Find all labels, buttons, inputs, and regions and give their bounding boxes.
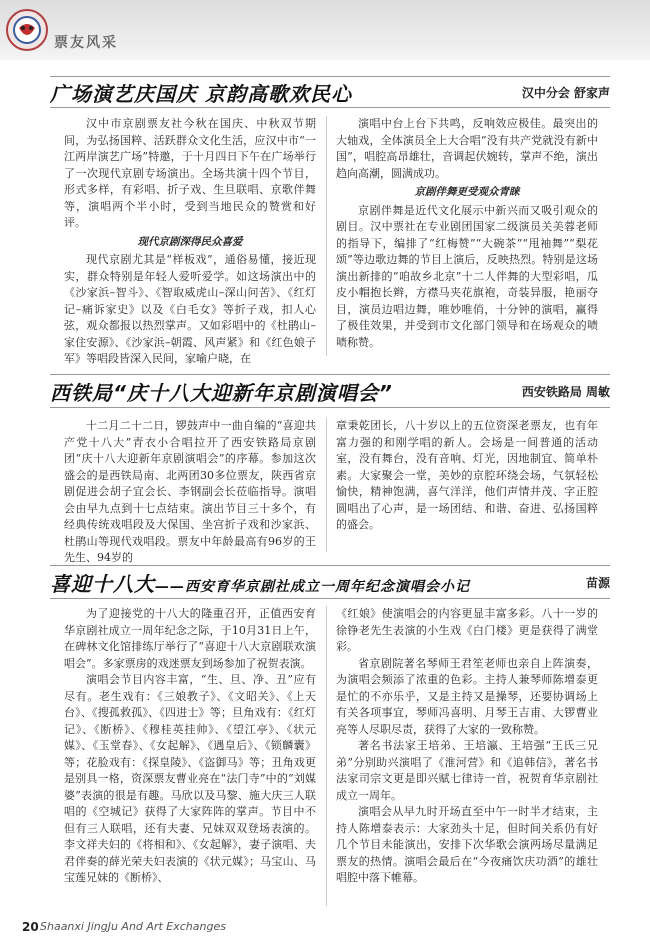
article3-left-column bbox=[64, 606, 316, 887]
article2-title-bar bbox=[50, 374, 610, 408]
article3-paragraph: 为了迎接党的十八大的隆重召开，正值西安育华京剧社成立一周年纪念之际，于10月31日上午，在碑林文化馆排练厅举行了“喜迎十八大京剧联欢演唱会”。多家票房的戏迷票友到场参加了祝贺表演。 bbox=[64, 607, 316, 670]
section-title: 票友风采 bbox=[54, 35, 118, 51]
journal-name: Shaanxi JingJu And Art Exchanges bbox=[40, 920, 226, 933]
article1-title: 广场演艺庆国庆 京韵高歌欢民心 bbox=[50, 81, 352, 106]
article2-right-column bbox=[336, 418, 598, 534]
article3-paragraph: 演唱会从早九时开场直至中午一时半才结束，主持人陈增泰表示：大家劲头十足，但时间关系仍有好几个节目未能演出，安排下次华歌会演两场尽量满足票友的热情。演唱会最后在“今夜痛饮庆功酒”的雄壮唱腔中落下帷幕。 bbox=[336, 805, 598, 884]
article1-subheading: 京剧伴舞更受观众青睐 bbox=[414, 186, 520, 198]
article3-byline: 苗源 bbox=[585, 575, 610, 590]
article3-title-sub: ——西安育华京剧社成立一周年纪念演唱会小记 bbox=[155, 578, 470, 595]
article3-title-bar bbox=[50, 565, 610, 599]
article1-title-bar bbox=[50, 76, 610, 108]
article3-paragraph: 演唱会节目内容丰富，“生、旦、净、丑”应有尽有。老生戏有：《三娘教子》、《文昭关》、《上天台》、《搜孤救孤》、《四进士》等；旦角戏有：《红灯记》、《断桥》、《穆桂英挂帅》、《望江亭》、《状元媒》、《玉堂春》、《女起解》、《遇皇后》、《锁麟囊》等；花脸戏有：《探皇陵》、《盗御马》等；丑角戏更是别具一格，资深票友曹业亮在“法门寺”中的“刘媒婆”表演的很是有趣。马欣以及马黎、施大庆三人联唱的《空城记》获得了大家阵阵的掌声。节目中不但有三人联唱，还有夫妻、兄妹双双登场表演的。李文祥夫妇的《将相和》、《女起解》，妻子演唱、夫君伴奏的薛光荣夫妇表演的《状元媒》；马宝山、马宝莲兄妹的《断桥》、 bbox=[64, 673, 316, 884]
page-number: 20 bbox=[22, 920, 39, 934]
article3-title-main: 喜迎十八大 bbox=[50, 571, 155, 596]
article1-paragraph: 演唱中台上台下共鸣，反响效应极佳。最突出的大轴戏，全体演员全上大合唱“没有共产党就没有新中国”，唱腔高昂雄壮，音调起伏婉转，掌声不绝，演出趋向高潮，圆满成功。 bbox=[336, 117, 598, 180]
article1-paragraph: 汉中市京剧票友社今秋在国庆、中秋双节期间，为弘扬国粹、活跃群众文化生活，应汉中市“一江两岸演艺广场”特邀，于十月四日下午在广场举行了一次现代京剧专场演出。全场共演十四个节目，形式多样，有彩唱、折子戏、生旦联唱、京歌伴舞等，演唱两个半小时，受到当地民众的赞赏和好评。 bbox=[64, 117, 316, 229]
article2-paragraph: 十二月二十二日，锣鼓声中一曲自编的“喜迎共产党十八大”青衣小合唱拉开了西安铁路局京剧团“庆十八大迎新年京剧演唱会”的序幕。参加这次盛会的是西铁局南、北两团30多位票友，陕西省京剧促进会胡子宜会长、李钢副会长莅临指导。演唱会由早九点到十七点结束。演出节目三十多个，有经典传统戏唱段及大保国、坐宫折子戏和沙家浜、杜鹃山等现代戏唱段。票友中年龄最高有96岁的王先生、94岁的 bbox=[64, 419, 316, 564]
article3-paragraph: 《红娘》使演唱会的内容更显丰富多彩。八十一岁的徐铮老先生表演的小生戏《白门楼》更是获得了满堂彩。 bbox=[336, 607, 598, 653]
article1-subheading: 现代京剧深得民众喜爱 bbox=[137, 235, 243, 248]
article3-paragraph: 省京剧院著名琴师王君笙老师也亲自上阵演奏，为演唱会频添了浓重的色彩。主持人兼琴师陈增泰更是忙的不亦乐乎，又是主持又是操琴，还要协调场上有关各项事宜，琴师冯喜明、月琴王吉甫、大锣曹业亮等人尽职尽责，获得了大家的一致称赞。 bbox=[336, 656, 598, 736]
column-divider bbox=[326, 116, 327, 356]
article2-paragraph: 章秉乾团长，八十岁以上的五位资深老票友，也有年富力强的和刚学唱的新人。会场是一间普通的活动室，没有舞台，没有音响、灯光，因地制宜、简单朴素。大家聚会一堂，美妙的京腔环绕会场，气氛轻松愉快，精神饱满，喜气洋洋，他们声情并茂、字正腔圆唱出了心声，是一场团结、和谐、奋进、弘扬国粹的盛会。 bbox=[336, 419, 598, 531]
article2-left-column bbox=[64, 418, 316, 567]
article3-right-column bbox=[336, 606, 598, 887]
article1-paragraph: 京剧伴舞是近代文化展示中新兴而又吸引观众的剧目。汉中票社在专业剧团国家二级演员关美蓉老师的指导下，编排了“红梅赞”“大碗茶”“甩袖舞”“梨花颂”等边歌边舞的节目上演后，反映热烈。特别是这场演出新排的“咱故乡北京”十二人伴舞的大型彩唱，瓜皮小帽抱长辫，方襟马夹花旗袍，奇装异服，艳丽夺目，演员边唱边舞，唯妙唯俏，十分钟的演唱，赢得了极佳效果，并受到市文化部门领导和在场观众的啧啧称赞。 bbox=[336, 203, 598, 349]
article1-paragraph: 现代京剧尤其是“样板戏”，通俗易懂，接近现实，群众特别是年轻人爱听爱学。如这场演出中的《沙家浜–智斗》、《智取威虎山–深山问苦》、《红灯记–痛诉家史》以及《白毛女》等折子戏，扣人心弦，观众都报以热烈掌声。又如彩唱中的《杜鹃山–家住安源》、《沙家浜–朝霞、风声紧》和《红色娘子军》等唱段皆深入民间，家喻户晓，在 bbox=[64, 253, 316, 365]
article3-paragraph: 著名书法家王培弟、王培瀛、王培强“王氏三兄弟”分别助兴演唱了《淮河营》和《追韩信》，著名书法家司宗文更是即兴赋七律诗一首，祝贺育华京剧社成立一周年。 bbox=[336, 739, 598, 802]
article3-title bbox=[50, 568, 470, 597]
article1-right-column bbox=[336, 116, 598, 351]
article1-byline: 汉中分会 舒家声 bbox=[521, 85, 610, 100]
article2-byline: 西安铁路局 周敏 bbox=[521, 384, 610, 399]
article1-left-column bbox=[64, 116, 316, 368]
article2-title: 西铁局“庆十八大迎新年京剧演唱会” bbox=[50, 380, 393, 405]
column-divider bbox=[326, 418, 327, 552]
column-divider bbox=[326, 606, 327, 906]
opera-mask-logo-icon bbox=[5, 8, 49, 52]
